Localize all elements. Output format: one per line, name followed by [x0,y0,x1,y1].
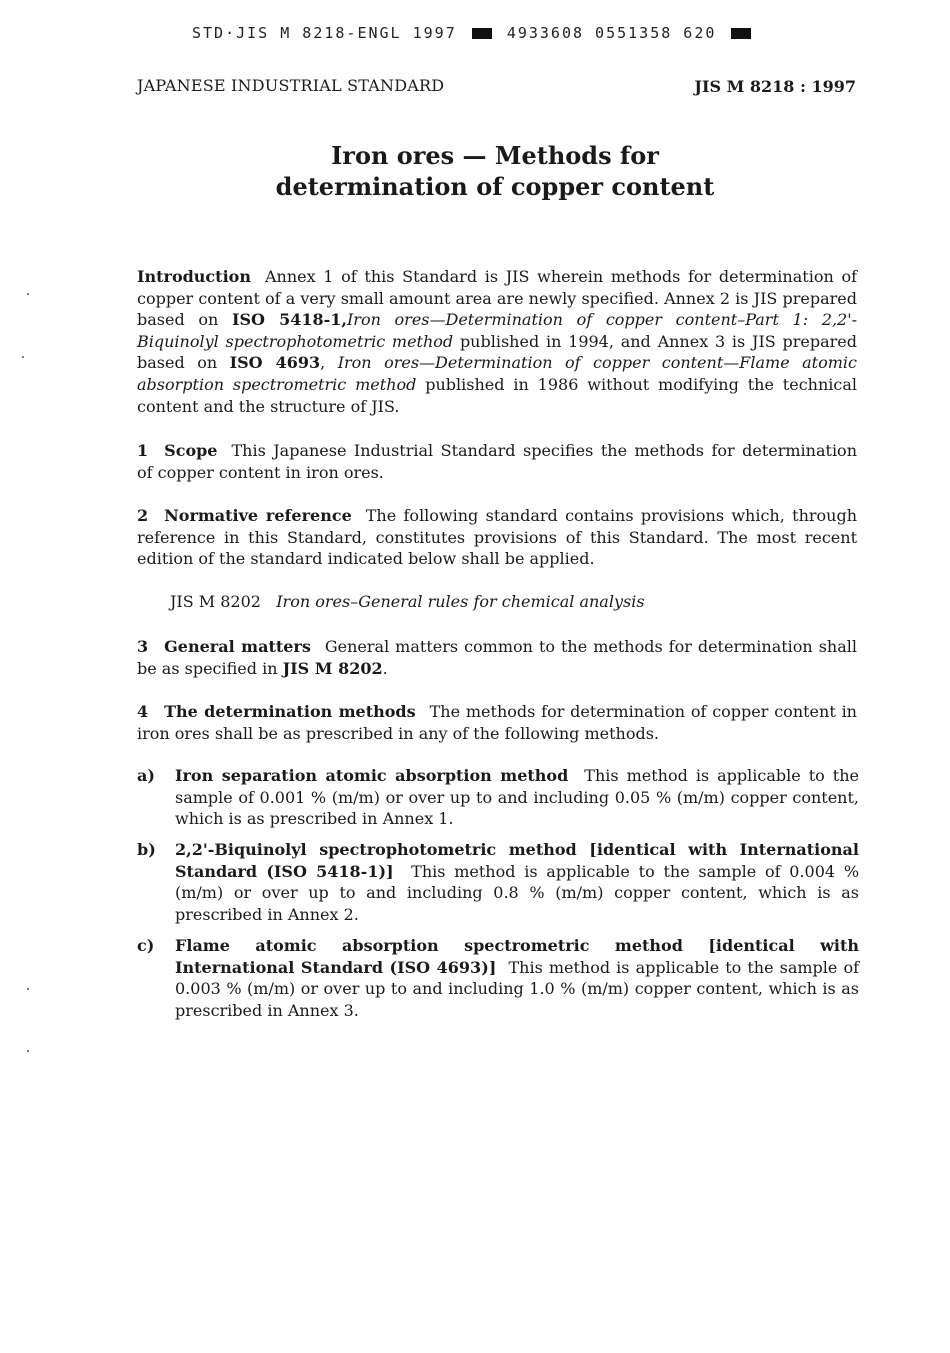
normative-heading: Normative reference [164,506,352,525]
iso-5418-title: Iron ores—Determination of copper content–Part 1: 2,2'-Biquinolyl spectrophotometric method [137,310,858,351]
section-number: 4 [137,702,149,721]
introduction-text: published in 1986 without modifying the technical content and the structure of JIS. [137,374,857,416]
stamp-code: STD·JIS M 8218-ENGL 1997 [192,24,457,42]
normative-text: The following standard contains provisions which, through reference in this Standard, constitutes provisions of this Standard. The most recent edition of the standard indicated below shall be applied. [137,506,858,569]
method-item-a [137,765,859,830]
section-number: 3 [137,637,149,656]
scope-section [137,440,857,483]
introduction-text: , [320,353,338,373]
scan-speck [27,293,29,295]
item-label: c) [137,936,155,955]
method-title: Flame atomic absorption spectrometric method [identical with International Standard (ISO 4693)] [175,936,859,977]
determination-methods-section [137,701,857,744]
method-text: This method is applicable to the sample of 0.001 % (m/m) or over up to and including 0.05 % (m/m) copper content, which is as prescribed in Annex 1. [175,766,859,829]
scan-speck [27,1050,29,1052]
general-ref: JIS M 8202 [282,658,383,678]
introduction-text: Annex 1 of this Standard is JIS wherein methods for determination of copper content of a very small amount area are newly specified. Annex 2 is JIS prepared based on [137,267,857,330]
title-line-2: determination of copper content [275,172,715,201]
iso-4693-ref: ISO 4693 [229,353,321,373]
method-item-c [137,935,859,1021]
normative-reference-section [137,505,857,570]
iso-4693-title: Iron ores—Determination of copper content—Flame atomic absorption spectrometric method [137,353,857,394]
scope-heading: Scope [164,441,218,460]
scan-speck [22,356,24,358]
stamp-serial: 4933608 0551358 620 [506,24,717,42]
introduction-text: published in 1994, and Annex 3 is JIS prepared based on [137,331,857,373]
title-line-1: Iron ores — Methods for [331,141,659,170]
method-title: 2,2'-Biquinolyl spectrophotometric method [identical with International Standard (ISO 5418-1)] [175,840,859,881]
methods-heading: The determination methods [164,702,416,721]
section-number: 1 [137,441,149,460]
method-item-b [137,839,859,925]
reference-code: JIS M 8202 [170,592,261,611]
document-stamp [192,24,755,42]
iso-5418-ref: ISO 5418-1, [231,310,347,330]
method-text: This method is applicable to the sample of 0.003 % (m/m) or over up to and including 1.0 % (m/m) copper content, which is as prescribed in Annex 3. [175,957,860,1020]
header-standard-type: JAPANESE INDUSTRIAL STANDARD [137,76,445,95]
item-label: a) [137,766,155,785]
general-text: General matters common to the methods for determination shall be as specified in [137,637,858,678]
header-standard-number: JIS M 8218 : 1997 [694,77,856,96]
page-title [0,140,950,202]
methods-text: The methods for determination of copper content in iron ores shall be as prescribed in any of the following methods. [137,702,857,743]
stamp-block-mark [731,28,751,39]
general-text-end: . [382,658,388,678]
reference-title: Iron ores–General rules for chemical analysis [276,592,645,611]
introduction-heading: Introduction [137,267,251,286]
scan-speck [27,988,29,990]
general-heading: General matters [164,637,311,656]
general-matters-section [137,636,857,679]
introduction-paragraph [137,266,857,417]
scope-text: This Japanese Industrial Standard specifies the methods for determination of copper content in iron ores. [137,441,857,482]
stamp-block-mark [472,28,492,39]
method-title: Iron separation atomic absorption method [175,766,569,785]
normative-reference-item [170,592,645,611]
item-label: b) [137,840,156,859]
section-number: 2 [137,506,149,525]
method-text: This method is applicable to the sample of 0.004 % (m/m) or over up to and including 0.8 % (m/m) copper content, which is as prescribed in Annex 2. [175,861,860,924]
